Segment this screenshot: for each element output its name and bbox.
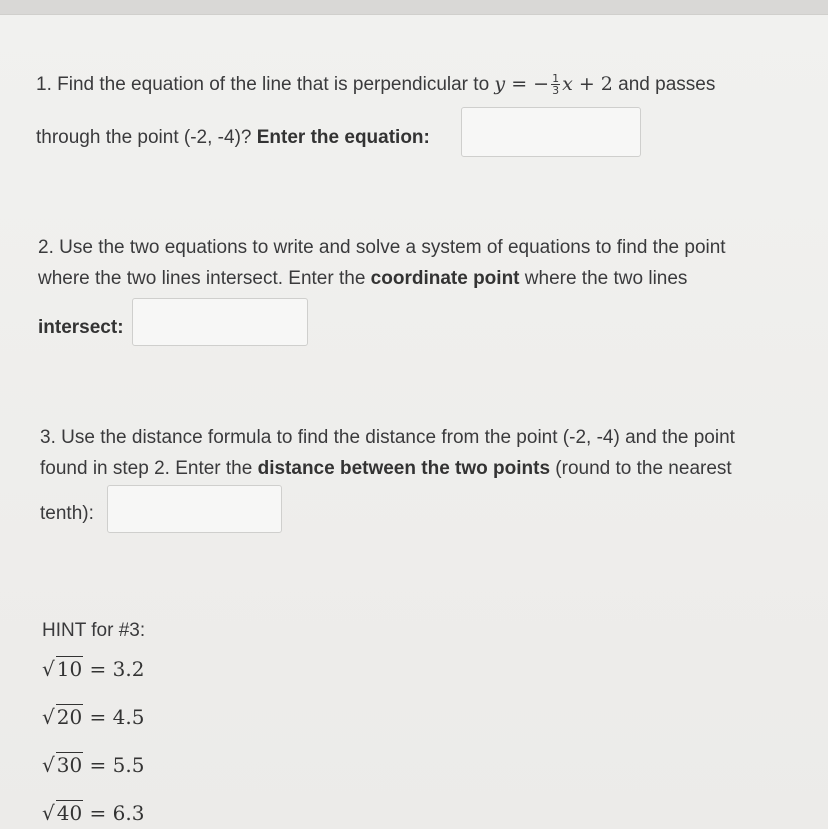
question-3 bbox=[40, 422, 810, 484]
q2-line2 bbox=[38, 263, 808, 294]
q3-line1: 3. Use the distance formula to find the distance from the point (-2, -4) and the point bbox=[40, 427, 735, 448]
hint-row bbox=[42, 801, 144, 825]
hint-value: = 5.5 bbox=[83, 753, 145, 777]
sqrt-symbol: √ 10 bbox=[42, 657, 83, 681]
hint-radicand: 10 bbox=[56, 657, 83, 681]
hint-row bbox=[42, 753, 144, 777]
q3-line2-c: (round to the nearest bbox=[550, 458, 732, 479]
q2-line2-b: coordinate point bbox=[370, 268, 520, 289]
q1-math-eq: = − bbox=[505, 73, 550, 95]
q3-line2-a: found in step 2. Enter the bbox=[40, 458, 258, 479]
q1-math-y: y bbox=[494, 73, 506, 95]
sqrt-symbol: √ 30 bbox=[42, 753, 83, 777]
hint-radicand: 30 bbox=[56, 753, 83, 777]
q2-line2-c: where the two lines bbox=[519, 268, 688, 289]
q1-answer-input[interactable] bbox=[461, 107, 641, 157]
q3-answer-input[interactable] bbox=[107, 485, 282, 533]
hint-row bbox=[42, 705, 144, 729]
q2-line2-a: where the two lines intersect. Enter the bbox=[38, 268, 371, 289]
q1-math-x: x bbox=[562, 73, 573, 95]
hint-row bbox=[42, 657, 144, 681]
q2-answer-input[interactable] bbox=[132, 298, 308, 346]
hint-value: = 3.2 bbox=[83, 657, 145, 681]
q2-prompt: intersect: bbox=[38, 317, 124, 338]
q1-line2: through the point (-2, -4)? bbox=[36, 127, 257, 148]
q1-text-suffix: and passes bbox=[612, 74, 716, 95]
question-2-prompt-row bbox=[38, 312, 124, 343]
q3-line2-b: distance between the two points bbox=[257, 458, 551, 479]
question-1-line2 bbox=[36, 122, 430, 153]
q1-fraction bbox=[551, 73, 560, 96]
hint-value: = 6.3 bbox=[83, 801, 145, 825]
q1-frac-den: 3 bbox=[552, 84, 560, 98]
q3-prompt: tenth): bbox=[40, 503, 94, 524]
q1-math-plus: + 2 bbox=[572, 73, 613, 95]
hint-radicand: 20 bbox=[56, 705, 83, 729]
q3-line2 bbox=[40, 453, 810, 484]
hint-radicand: 40 bbox=[56, 801, 83, 825]
sqrt-symbol: √ 40 bbox=[42, 801, 83, 825]
sqrt-symbol: √ 20 bbox=[42, 705, 83, 729]
question-1 bbox=[36, 69, 806, 100]
q1-prompt: Enter the equation: bbox=[256, 127, 430, 148]
hint-value: = 4.5 bbox=[83, 705, 145, 729]
worksheet-page bbox=[0, 14, 828, 829]
hint-title: HINT for #3: bbox=[42, 620, 146, 641]
q2-line1: 2. Use the two equations to write and solve a system of equations to find the point bbox=[38, 237, 726, 258]
q1-frac-num: 1 bbox=[552, 72, 560, 86]
question-3-prompt-row bbox=[40, 498, 94, 529]
question-2 bbox=[38, 232, 808, 294]
q1-text-prefix: 1. Find the equation of the line that is perpendicular to bbox=[36, 74, 495, 95]
